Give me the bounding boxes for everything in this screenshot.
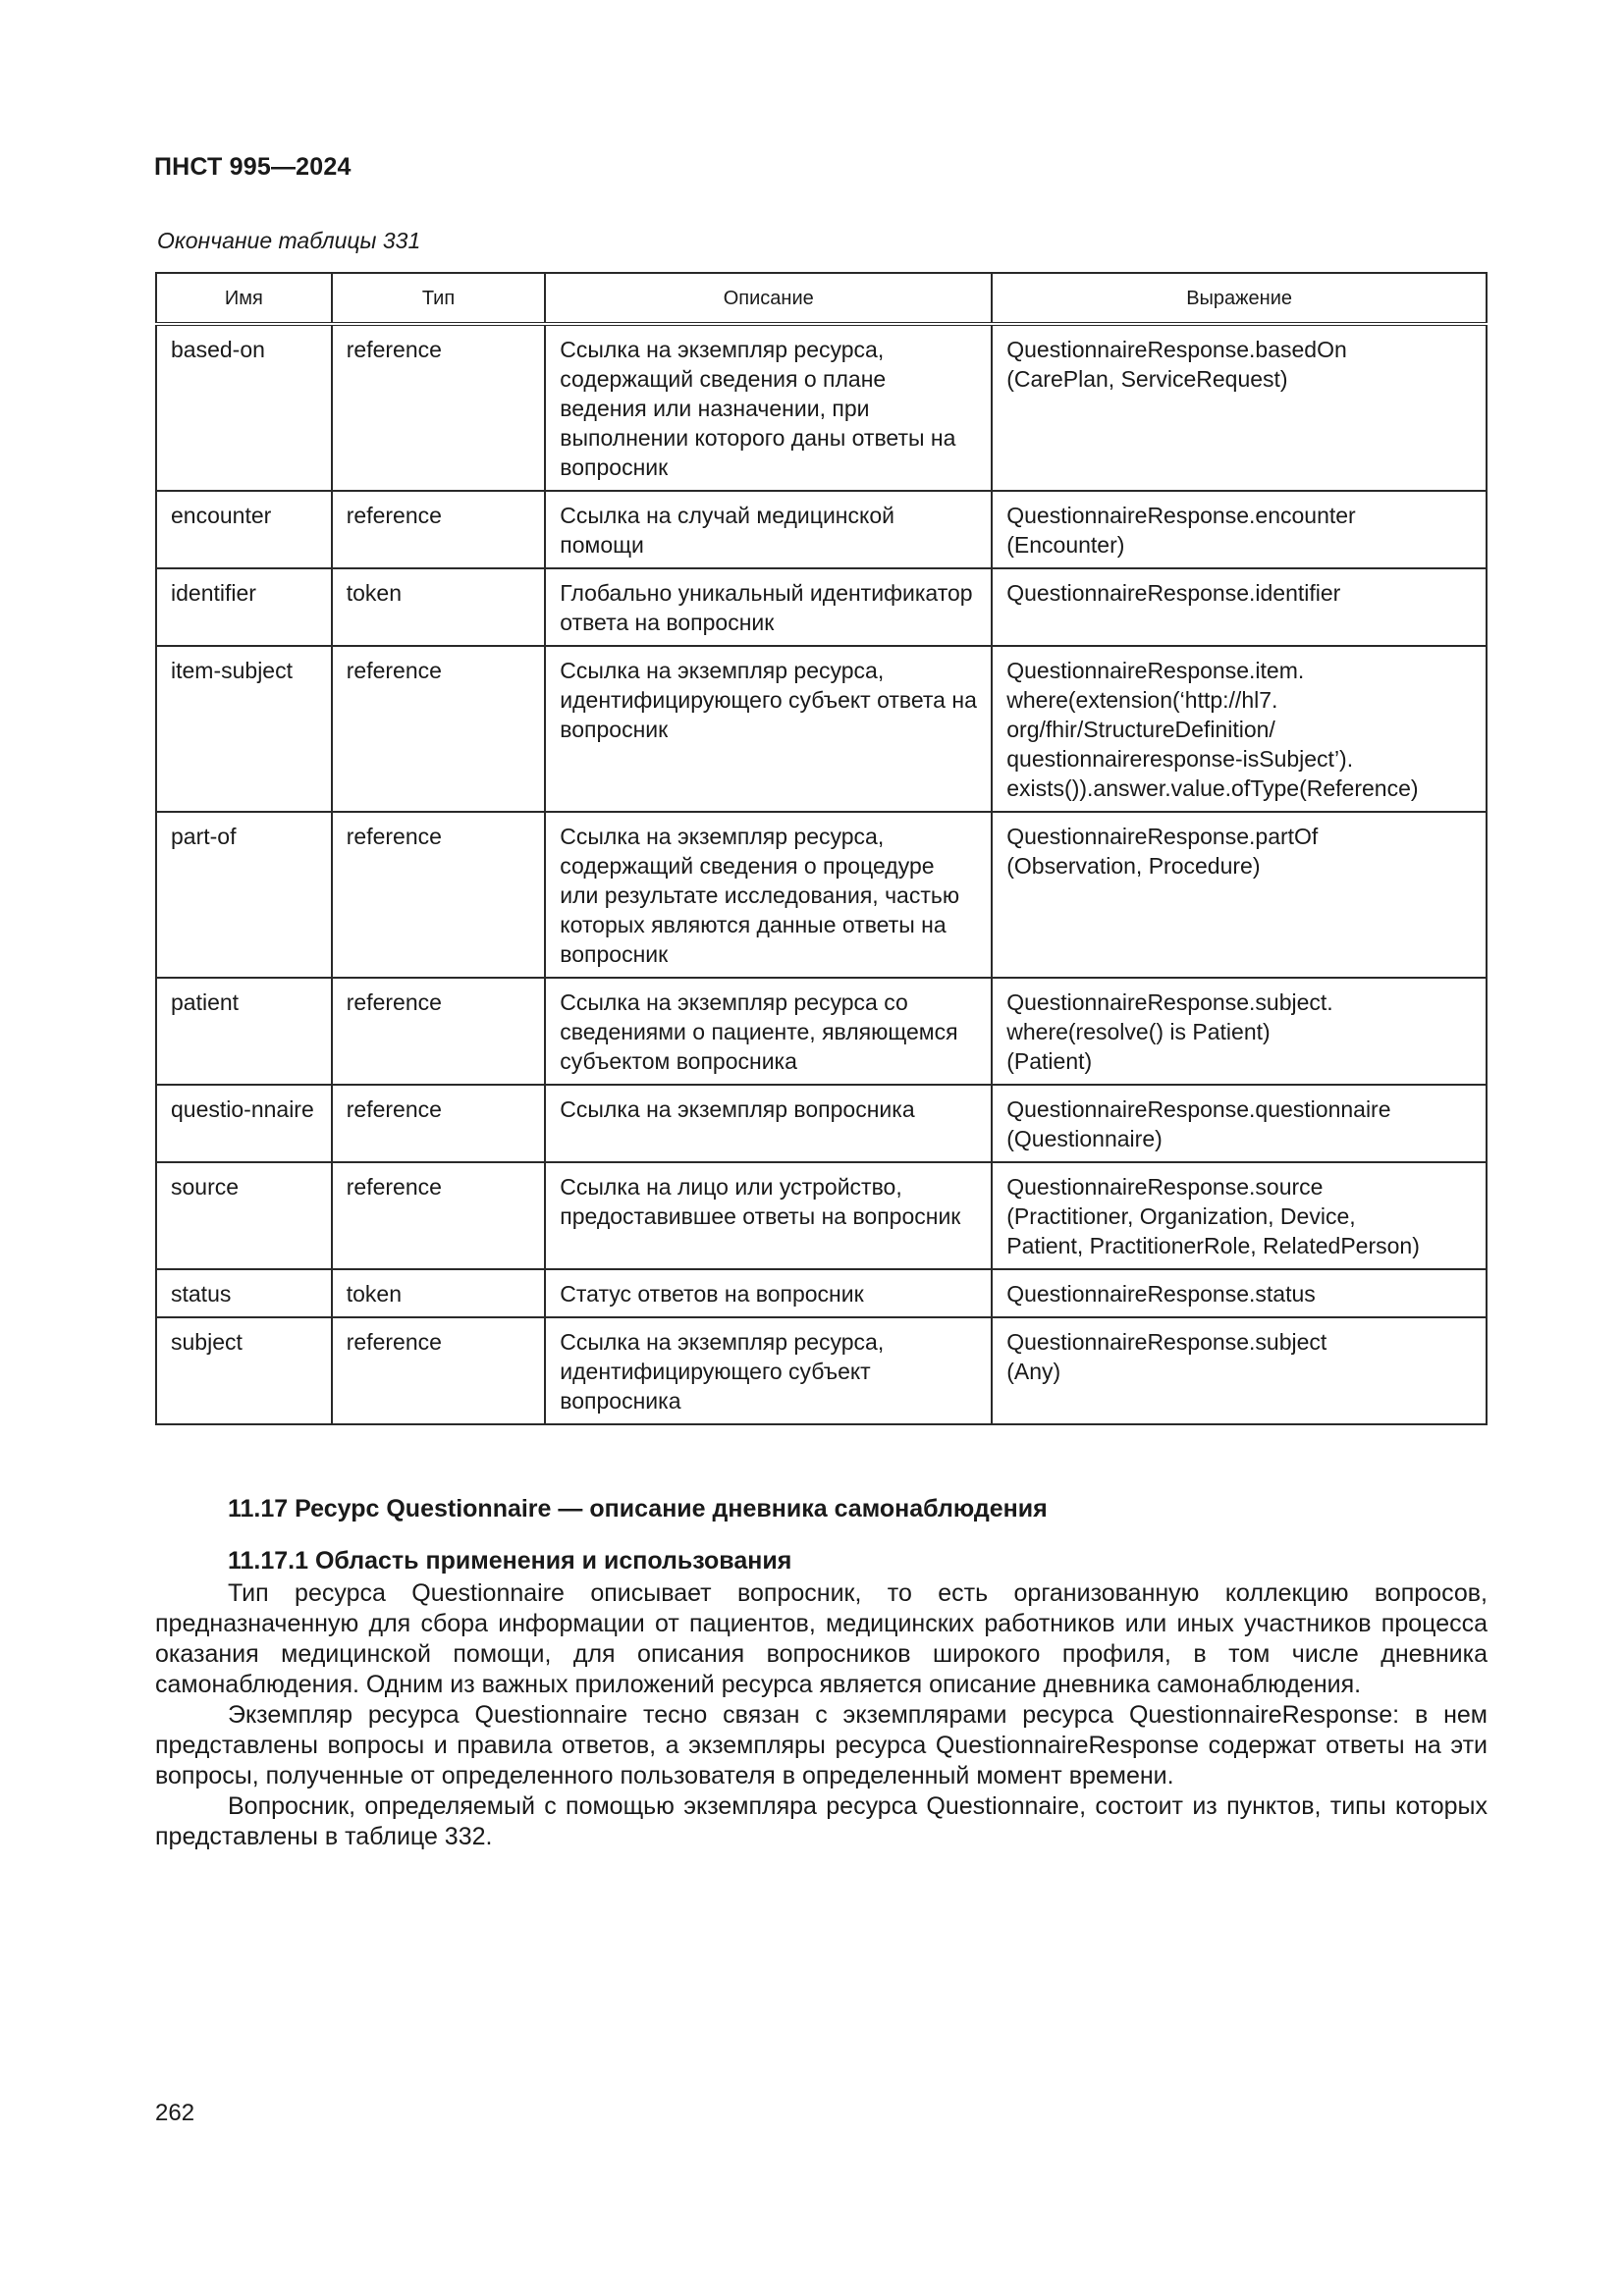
cell-type: reference [332, 646, 546, 812]
cell-name: questio-nnaire [156, 1085, 332, 1162]
column-header-type: Тип [332, 273, 546, 324]
cell-name: encounter [156, 491, 332, 568]
cell-type: reference [332, 324, 546, 491]
table-row [156, 812, 1487, 978]
cell-expression: QuestionnaireResponse.subject. where(resolve() is Patient) (Patient) [992, 978, 1487, 1085]
cell-expression: QuestionnaireResponse.basedOn (CarePlan, ServiceRequest) [992, 324, 1487, 491]
cell-name: subject [156, 1317, 332, 1424]
cell-expression: QuestionnaireResponse.identifier [992, 568, 1487, 646]
cell-name: source [156, 1162, 332, 1269]
cell-expression: QuestionnaireResponse.source (Practitioner, Organization, Device, Patient, PractitionerRole, RelatedPerson) [992, 1162, 1487, 1269]
column-header-expression: Выражение [992, 273, 1487, 324]
document-code: ПНСТ 995—2024 [154, 153, 352, 181]
cell-name: part-of [156, 812, 332, 978]
cell-description: Ссылка на экземпляр ресурса со сведениями о пациенте, являющемся субъектом вопросника [545, 978, 992, 1085]
section-body [155, 1578, 1488, 1852]
table-row [156, 568, 1487, 646]
table-row [156, 1269, 1487, 1317]
cell-type: reference [332, 1085, 546, 1162]
table-row [156, 1162, 1487, 1269]
paragraph: Тип ресурса Questionnaire описывает вопросник, то есть организованную коллекцию вопросов, предназначенную для сбора информации от пациентов, медицинских работников или иных участников процесса оказания медицинской помощи, для описания вопросников широкого профиля, в том числе дневника самонаблюдения. Одним из важных приложений ресурса является описание дневника самонаблюдения. [155, 1579, 1488, 1698]
page-number: 262 [155, 2100, 195, 2126]
cell-name: item-subject [156, 646, 332, 812]
cell-type: token [332, 568, 546, 646]
cell-expression: QuestionnaireResponse.partOf (Observation, Procedure) [992, 812, 1487, 978]
cell-description: Ссылка на экземпляр ресурса, идентифицирующего субъект вопросника [545, 1317, 992, 1424]
table-row [156, 491, 1487, 568]
section-heading: 11.17 Ресурс Questionnaire — описание дневника самонаблюдения [228, 1495, 1048, 1522]
cell-expression: QuestionnaireResponse.questionnaire (Questionnaire) [992, 1085, 1487, 1162]
table-caption: Окончание таблицы 331 [157, 228, 421, 253]
table-row [156, 646, 1487, 812]
cell-name: identifier [156, 568, 332, 646]
cell-expression: QuestionnaireResponse.status [992, 1269, 1487, 1317]
cell-description: Ссылка на лицо или устройство, предоставившее ответы на вопросник [545, 1162, 992, 1269]
paragraph: Экземпляр ресурса Questionnaire тесно связан с экземплярами ресурса QuestionnaireResponse: в нем представлены вопросы и правила ответов, а экземпляры ресурса QuestionnaireResponse содержат ответы на эти вопросы, полученные от определенного пользователя в определенный момент времени. [155, 1701, 1488, 1789]
cell-type: reference [332, 491, 546, 568]
cell-name: based-on [156, 324, 332, 491]
table-row [156, 324, 1487, 491]
cell-expression: QuestionnaireResponse.subject (Any) [992, 1317, 1487, 1424]
paragraph: Вопросник, определяемый с помощью экземпляра ресурса Questionnaire, состоит из пунктов, типы которых представлены в таблице 332. [155, 1792, 1488, 1850]
cell-type: reference [332, 1317, 546, 1424]
table-header-row [156, 273, 1487, 324]
cell-type: reference [332, 1162, 546, 1269]
cell-description: Ссылка на экземпляр ресурса, содержащий сведения о плане ведения или назначении, при выполнении которого даны ответы на вопросник [545, 324, 992, 491]
table-row [156, 1317, 1487, 1424]
cell-description: Ссылка на случай медицинской помощи [545, 491, 992, 568]
cell-description: Ссылка на экземпляр ресурса, содержащий сведения о процедуре или результате исследования, частью которых являются данные ответы на вопросник [545, 812, 992, 978]
cell-type: token [332, 1269, 546, 1317]
cell-description: Глобально уникальный идентификатор ответа на вопросник [545, 568, 992, 646]
search-parameters-table [155, 272, 1488, 1425]
cell-name: patient [156, 978, 332, 1085]
table-row [156, 978, 1487, 1085]
cell-expression: QuestionnaireResponse.encounter (Encounter) [992, 491, 1487, 568]
column-header-name: Имя [156, 273, 332, 324]
column-header-description: Описание [545, 273, 992, 324]
cell-description: Статус ответов на вопросник [545, 1269, 992, 1317]
cell-description: Ссылка на экземпляр вопросника [545, 1085, 992, 1162]
cell-name: status [156, 1269, 332, 1317]
cell-description: Ссылка на экземпляр ресурса, идентифицирующего субъект ответа на вопросник [545, 646, 992, 812]
cell-expression: QuestionnaireResponse.item. where(extension(‘http://hl7. org/fhir/StructureDefinition/ questionnaireresponse-isSubject’). exists()).answer.value.ofType(Reference) [992, 646, 1487, 812]
cell-type: reference [332, 812, 546, 978]
cell-type: reference [332, 978, 546, 1085]
subsection-heading: 11.17.1 Область применения и использования [228, 1547, 792, 1575]
table-row [156, 1085, 1487, 1162]
